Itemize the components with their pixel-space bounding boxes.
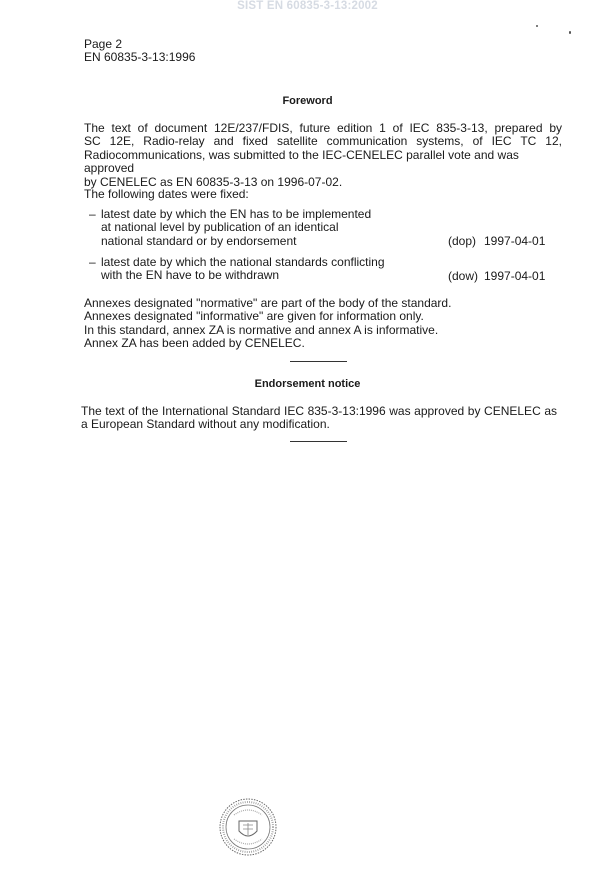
paragraph-line: SC 12E, Radio-relay and fixed satellite communication systems, of IEC TC 12, xyxy=(84,134,562,149)
dates-intro: The following dates were fixed: xyxy=(84,187,249,201)
page-number: Page 2 xyxy=(84,37,123,51)
paragraph-line: by CENELEC as EN 60835-3-13 on 1996-07-02. xyxy=(84,174,343,189)
official-seal-stamp-icon xyxy=(218,797,278,857)
date-code: (dow) xyxy=(448,269,479,283)
date-item-line: national standard or by endorsement xyxy=(101,233,297,248)
paragraph-line: Annexes designated "informative" are given for information only. xyxy=(84,309,424,324)
date-item-line: latest date by which the EN has to be implemented xyxy=(101,207,372,221)
foreword-heading: Foreword xyxy=(282,95,333,107)
date-item-line: with the EN have to be withdrawn xyxy=(101,268,280,283)
scan-speck xyxy=(536,25,538,27)
endorsement-heading: Endorsement notice xyxy=(254,378,361,390)
scan-speck xyxy=(569,31,571,34)
paragraph-line: Radiocommunications, was submitted to the IEC-CENELEC parallel vote and was approved xyxy=(84,147,519,176)
dash-bullet: – xyxy=(89,255,96,269)
page-header xyxy=(84,38,195,65)
paragraph-line: The text of the International Standard IEC 835-3-13:1996 was approved by CENELEC as xyxy=(81,404,557,418)
section-divider xyxy=(290,441,347,442)
section-divider xyxy=(290,361,347,362)
date-item-line: at national level by publication of an identical xyxy=(101,220,339,235)
paragraph-line: The text of document 12E/237/FDIS, future edition 1 of IEC 835-3-13, prepared by xyxy=(84,121,562,135)
date-code: (dop) xyxy=(448,234,477,248)
endorsement-paragraph xyxy=(81,405,557,432)
date-value: 1997-04-01 xyxy=(484,269,546,283)
annex-paragraph xyxy=(84,297,562,351)
watermark: SIST EN 60835-3-13:2002 xyxy=(237,0,378,12)
paragraph-line: Annexes designated "normative" are part of the body of the standard. xyxy=(84,296,452,310)
paragraph-line: Annex ZA has been added by CENELEC. xyxy=(84,336,305,351)
dash-bullet: – xyxy=(89,207,96,221)
paragraph-line: In this standard, annex ZA is normative and annex A is informative. xyxy=(84,322,439,337)
paragraph-line: a European Standard without any modification. xyxy=(81,417,330,432)
date-value: 1997-04-01 xyxy=(484,234,546,248)
date-item-line: latest date by which the national standards conflicting xyxy=(101,255,385,269)
document-reference: EN 60835-3-13:1996 xyxy=(84,50,196,65)
foreword-paragraph xyxy=(84,122,562,189)
